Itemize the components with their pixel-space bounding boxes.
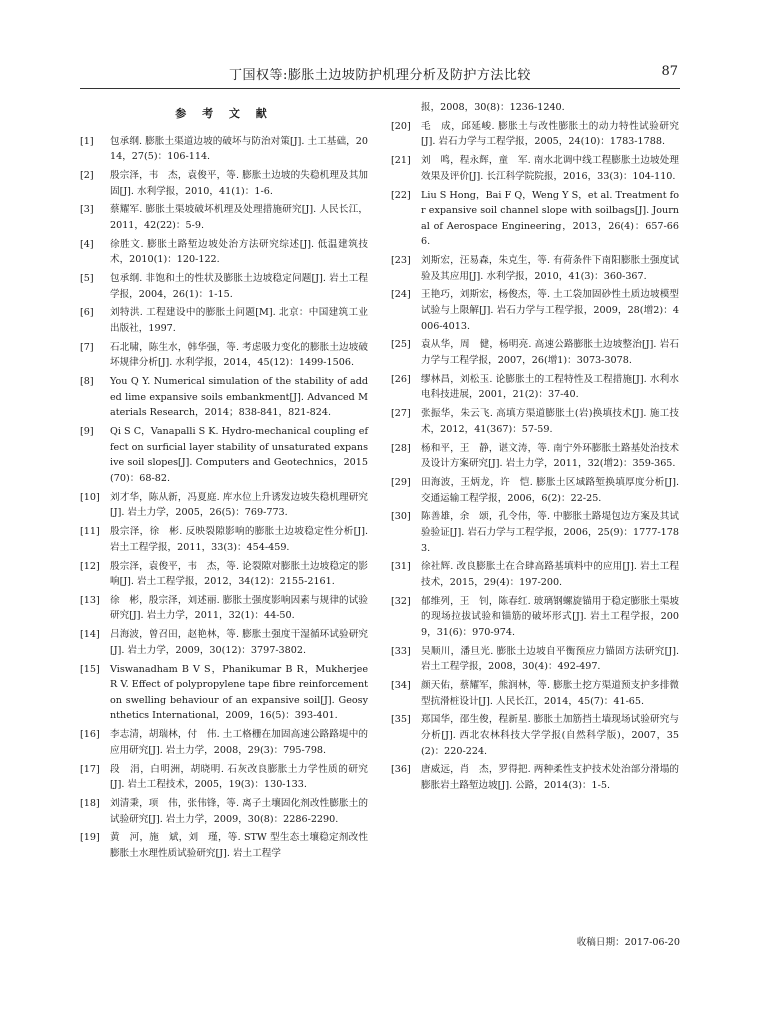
reference-text: 殷宗泽，袁俊平，韦 杰，等. 论裂隙对膨胀土边坡稳定的影响[J]. 岩土工程学报，2012，34(12)：2155-2161. [110, 560, 368, 588]
reference-text: 徐胜文. 膨胀土路堑边坡处治方法研究综述[J]. 低温建筑技术，2010(1)：120-122. [110, 238, 368, 266]
reference-text: 徐 彬，殷宗泽，刘述丽. 膨胀土强度影响因素与规律的试验研究[J]. 岩土力学，2011，32(1)：44-50. [110, 594, 368, 622]
reference-text: You Q Y. Numerical simulation of the stability of added lime expansive soils embankment[J]. Advanced Materials Research，2014；838-841，821-824. [110, 376, 368, 419]
reference-entry [80, 305, 368, 336]
reference-number: [26] [391, 373, 411, 385]
reference-number: [20] [391, 120, 411, 132]
reference-text: 徐社辉. 改良膨胀土在合肆高路基填料中的应用[J]. 岩土工程技术，2015，29(4)：197-200. [421, 561, 679, 588]
reference-entry [80, 627, 368, 658]
reference-number: [1] [80, 135, 94, 147]
reference-number: [35] [391, 714, 411, 726]
reference-text: 毛 成，邱延峻. 膨胀土与改性膨胀土的动力特性试验研究[J]. 岩石力学与工程学报，2005，24(10)：1783-1788. [421, 120, 679, 148]
reference-text: 殷宗泽，徐 彬. 反映裂隙影响的膨胀土边坡稳定性分析[J]. 岩土工程学报，2011，33(3)：454-459. [110, 526, 368, 553]
reference-number: [23] [391, 255, 411, 267]
reference-number: [31] [391, 561, 411, 573]
reference-text: 李志清，胡瑞林，付 伟. 土工格栅在加固高速公路路堤中的应用研究[J]. 岩土力学，2008，29(3)：795-798. [110, 729, 368, 756]
reference-number: [19] [80, 832, 100, 844]
reference-entry [80, 662, 368, 724]
reference-entry [80, 559, 368, 590]
reference-number: [21] [391, 155, 411, 167]
reference-number: [14] [80, 629, 100, 641]
reference-text: 刘清秉，项 伟，张伟锋，等. 离子土壤固化剂改性膨胀土的试验研究[J]. 岩土力学，2009，30(8)：2286-2290. [110, 797, 368, 825]
reference-entry [80, 168, 368, 199]
reference-text: 缪林昌，刘松玉. 论膨胀土的工程特性及工程措施[J]. 水利水电科技进展，2001，21(2)：37-40. [421, 373, 679, 401]
reference-entry [391, 559, 679, 590]
reference-entry [80, 134, 368, 165]
reference-number: [9] [80, 426, 94, 438]
reference-entry [391, 762, 679, 793]
reference-number: [3] [80, 204, 94, 216]
right-column [391, 100, 679, 797]
reference-text: 段 涓，白明洲，胡晓明. 石灰改良膨胀土力学性质的研究[J]. 岩土工程技术，2005，19(3)：130-133. [110, 763, 368, 791]
running-header [80, 60, 680, 89]
reference-text: 袁从华，周 健，杨明亮. 高速公路膨胀土边坡整治[J]. 岩石力学与工程学报，2007，26(增1)：3073-3078. [421, 339, 679, 367]
reference-text: 王艳巧，刘斯宏，杨俊杰，等. 土工袋加固砂性土质边坡模型试验与上限解[J]. 岩石力学与工程学报，2009，28(增2)：4006-4013. [421, 289, 679, 332]
received-date: 收稿日期：2017-06-20 [576, 937, 680, 948]
reference-text: 唐威远，肖 杰，罗得把. 两种柔性支护技术处治部分滑塌的膨胀岩土路堑边坡[J]. 公路，2014(3)：1-5. [421, 764, 679, 791]
left-column [80, 100, 368, 865]
reference-number: [8] [80, 376, 94, 388]
reference-text: 包承纲. 膨胀土渠道边坡的破坏与防治对策[J]. 土工基础，2014，27(5)：106-114. [110, 135, 368, 163]
reference-entry [391, 644, 679, 675]
reference-entry [80, 796, 368, 827]
reference-number: [4] [80, 238, 94, 250]
reference-entry [391, 678, 679, 709]
reference-number: [32] [391, 595, 411, 607]
reference-number: [2] [80, 169, 94, 181]
reference-number: [29] [391, 476, 411, 488]
reference-entry [80, 374, 368, 421]
reference-continuation: 报，2008，30(8)：1236-1240. [421, 102, 565, 113]
reference-number: [7] [80, 341, 94, 353]
reference-entry [391, 119, 679, 150]
reference-text: Viswanadham B V S，Phanikumar B R，Mukherjee R V. Effect of polypropylene tape fibre reinforcement on swelling behaviour of an expansive soil[J]. Geosynthetics International，2009，16(5)：393-401. [110, 663, 368, 722]
reference-entry [80, 727, 368, 758]
reference-text: 郁维列，王 钊，陈春红. 玻璃钢螺旋锚用于稳定膨胀土渠坡的现场拉拔试验和锚筋的破坏形式[J]. 岩土工程学报，2009，31(6)：970-974. [421, 595, 679, 638]
reference-entry [80, 524, 368, 555]
reference-entry [80, 340, 368, 371]
page-number: 87 [661, 64, 678, 79]
reference-text: 田海波，王炳龙，许 恺. 膨胀土区域路堑换填厚度分析[J]. 交通运输工程学报，2006，6(2)：22-25. [421, 476, 679, 504]
right-reference-list [391, 119, 679, 794]
reference-entry [80, 490, 368, 521]
reference-entry [391, 253, 679, 284]
reference-entry [391, 188, 679, 250]
reference-text: 刘斯宏，汪易森，朱克生，等. 有荷条件下南阳膨胀土强度试验及其应用[J]. 水利学报，2010，41(3)：360-367. [421, 255, 679, 282]
reference-entry [80, 830, 368, 861]
reference-text: 包承纲. 非饱和土的性状及膨胀土边坡稳定问题[J]. 岩土工程学报，2004，26(1)：1-15. [110, 273, 368, 300]
reference-entry [391, 406, 679, 437]
reference-entry [391, 475, 679, 506]
reference-text: 颜天佑，蔡耀军，熊润林，等. 膨胀土挖方渠道预支护多排微型抗滑桩设计[J]. 人民长江，2014，45(7)：41-65. [421, 680, 679, 707]
reference-number: [13] [80, 594, 100, 606]
reference-number: [22] [391, 189, 411, 201]
reference-number: [33] [391, 645, 411, 657]
reference-number: [17] [80, 763, 100, 775]
references-heading: 参 考 文 献 [175, 107, 273, 120]
reference-number: [15] [80, 663, 100, 675]
reference-number: [25] [391, 339, 411, 351]
reference-text: 张振华，朱云飞. 高填方渠道膨胀土(岩)换填技术[J]. 施工技术，2012，41(367)：57-59. [421, 408, 679, 435]
reference-text: 吴顺川，潘旦光. 膨胀土边坡自平衡预应力锚固方法研究[J]. 岩土工程学报，2008，30(4)：492-497. [421, 645, 679, 673]
reference-number: [6] [80, 307, 94, 319]
reference-text: 殷宗泽，韦 杰，袁俊平，等. 膨胀土边坡的失稳机理及其加固[J]. 水利学报，2010，41(1)：1-6. [110, 169, 368, 197]
reference-entry [80, 202, 368, 233]
reference-text: 蔡耀军. 膨胀土渠坡破坏机理及处理措施研究[J]. 人民长江，2011，42(22)：5-9. [110, 204, 368, 231]
reference-text: Liu S Hong，Bai F Q，Weng Y S，et al. Treatment for expansive soil channel slope with soilbags[J]. Journal of Aerospace Engineering，2013，26(4)：657-666. [421, 189, 679, 248]
reference-entry [391, 441, 679, 472]
reference-entry [80, 237, 368, 268]
reference-number: [28] [391, 442, 411, 454]
reference-entry [391, 287, 679, 334]
reference-number: [5] [80, 273, 94, 285]
left-reference-list [80, 134, 368, 862]
reference-text: 石北啸，陈生水，韩华强，等. 考虑吸力变化的膨胀土边坡破坏规律分析[J]. 水利学报，2014，45(12)：1499-1506. [110, 341, 368, 369]
reference-text: 黄 河，施 斌，刘 瑾，等. STW 型生态土壤稳定剂改性膨胀土水理性质试验研究[J]. 岩土工程学 [110, 832, 368, 859]
reference-number: [10] [80, 491, 100, 503]
reference-text: 吕海波，曾召田，赵艳林，等. 膨胀土强度干湿循环试验研究[J]. 岩土力学，2009，30(12)：3797-3802. [110, 629, 368, 656]
reference-entry [391, 337, 679, 368]
reference-number: [27] [391, 408, 411, 420]
reference-number: [16] [80, 729, 100, 741]
reference-number: [30] [391, 511, 411, 523]
reference-text: 刘才华，陈从新，冯夏庭. 库水位上升诱发边坡失稳机理研究[J]. 岩土力学，2005，26(5)：769-773. [110, 491, 368, 519]
reference-entry [391, 509, 679, 556]
reference-number: [11] [80, 526, 100, 538]
reference-entry [80, 424, 368, 486]
reference-entry [391, 594, 679, 641]
reference-entry [391, 712, 679, 759]
reference-entry [80, 762, 368, 793]
reference-text: 刘 鸣，程永辉，童 军. 南水北调中线工程膨胀土边坡处理效果及评价[J]. 长江科学院院报，2016，33(3)：104-110. [421, 155, 679, 182]
reference-entry [80, 593, 368, 624]
reference-text: 陈善雄，余 颂，孔令伟，等. 中膨胀土路堤包边方案及其试验验证[J]. 岩石力学与工程学报，2006，25(9)：1777-1783. [421, 511, 679, 554]
reference-text: 郑国华，邵生俊，程新星. 膨胀土加筋挡土墙现场试验研究与分析[J]. 西北农林科技大学学报(自然科学版)，2007，35(2)：220-224. [421, 714, 679, 757]
reference-number: [34] [391, 680, 411, 691]
reference-entry [391, 372, 679, 403]
reference-text: 刘特洪. 工程建设中的膨胀土问题[M]. 北京：中国建筑工业出版社，1997. [110, 307, 368, 335]
reference-number: [18] [80, 797, 100, 809]
reference-number: [36] [391, 764, 411, 776]
reference-text: 杨和平，王 静，谌文涛，等. 南宁外环膨胀土路基处治技术及设计方案研究[J]. 岩土力学，2011，32(增2)：359-365. [421, 442, 679, 470]
running-title: 丁国权等:膨胀土边坡防护机理分析及防护方法比较 [229, 68, 531, 83]
reference-text: Qi S C，Vanapalli S K. Hydro-mechanical coupling effect on surficial layer stability of unsaturated expansive soil slopes[J]. Computers and Geotechnics，2015(70)：68-82. [110, 426, 368, 484]
reference-entry [80, 271, 368, 302]
reference-number: [24] [391, 289, 411, 301]
reference-entry [391, 153, 679, 184]
reference-number: [12] [80, 560, 100, 572]
